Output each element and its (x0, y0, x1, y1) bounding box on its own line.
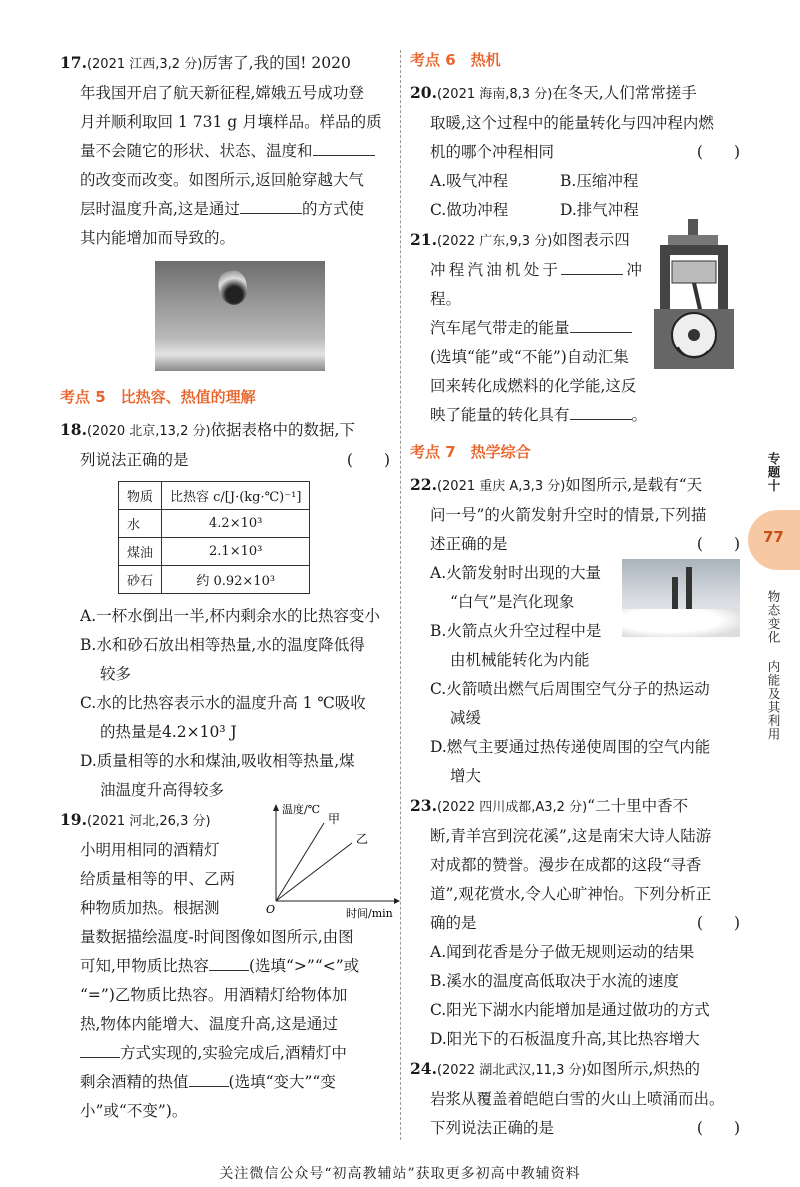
section-heading: 考点 7 热学综合 (410, 443, 531, 461)
option-a[interactable]: A.闻到花香是分子做无规则运动的结果 (430, 943, 695, 961)
answer-blank[interactable] (561, 260, 623, 275)
text-line: 依据表格中的数据,下 (210, 421, 355, 439)
option-d[interactable]: D.燃气主要通过热传递使周围的空气内能 (430, 738, 711, 756)
option-b[interactable]: B.溪水的温度高低取决于水流的速度 (430, 972, 679, 990)
graph-line-label: 甲 (328, 812, 341, 826)
text-line: 在冬天,人们常常搓手 (552, 84, 697, 102)
text-line: 年我国开启了航天新征程,嫦娥五号成功登 (80, 84, 364, 102)
text-line: 回来转化成燃料的化学能,这反 (430, 377, 637, 395)
text-line: 问一号”的火箭发射升空时的情景,下列描 (430, 506, 707, 524)
answer-blank[interactable] (80, 1043, 120, 1058)
option-b-cont: 较多 (100, 665, 132, 683)
text-line: 断,青羊宫到浣花溪”,这是南宋大诗人陆游 (430, 827, 712, 845)
text-line: (选填“能”或“不能”)自动汇集 (430, 348, 629, 366)
option-d[interactable]: D.排气冲程 (560, 201, 639, 219)
text-line: 。 (631, 406, 648, 424)
text-line: 热,物体内能增大、温度升高,这是通过 (80, 1015, 338, 1033)
text-line: 如图所示,炽热的 (586, 1060, 700, 1078)
question-source: (2022 四川成都,A3,2 分) (436, 800, 588, 815)
left-column (60, 48, 393, 1126)
text-line: (选填“变大”“变 (228, 1073, 336, 1091)
text-line: 如图所示,是载有“天 (565, 476, 703, 494)
option-c[interactable]: C.阳光下湖水内能增加是通过做功的方式 (430, 1001, 710, 1019)
engine-diagram (648, 219, 740, 369)
text-line: 如图表示四 (552, 231, 630, 249)
answer-blank[interactable] (313, 141, 375, 156)
option-c[interactable]: C.水的比热容表示水的温度升高 1 ℃吸收 (80, 694, 366, 712)
text-line: “=”)乙物质比热容。用酒精灯给物体加 (80, 986, 348, 1004)
table-row (119, 566, 310, 594)
text-line: 机的哪个冲程相同 (430, 143, 555, 161)
question-number: 20. (410, 83, 437, 102)
text-line: (选填“>”“<”或 (248, 957, 360, 975)
question-number: 19. (60, 810, 87, 829)
option-b-cont: 由机械能转化为内能 (450, 651, 590, 669)
text-line: 冲程。 (430, 261, 642, 308)
text-line: 月并顺利取回 1 731 g 月壤样品。样品的质 (80, 113, 382, 131)
rocket-launch-photo (622, 559, 740, 637)
footer-note: 关注微信公众号“初高教辅站”获取更多初高中教辅资料 (219, 1166, 581, 1182)
option-c-cont: 减缓 (450, 709, 482, 727)
text-line: 其内能增加而导致的。 (80, 229, 236, 247)
table-cell: 4.2×10³ (162, 510, 310, 538)
answer-blank[interactable] (189, 1072, 229, 1087)
text-line: 岩浆从覆盖着皑皑白雪的火山上喷涌而出。 (430, 1090, 725, 1108)
text-line: 可知,甲物质比热容 (80, 957, 209, 975)
question-source: (2021 海南,8,3 分) (436, 87, 553, 102)
question-21 (410, 225, 740, 430)
answer-paren[interactable]: ( ) (346, 451, 390, 469)
text-line: 层时温度升高,这是通过 (80, 200, 240, 218)
option-d-cont: 油温度升高得较多 (100, 781, 225, 799)
text-line: 确的是 (430, 914, 477, 932)
answer-paren[interactable]: ( ) (696, 535, 740, 553)
question-source: (2021 重庆 A,3,3 分) (436, 479, 566, 494)
text-line: 的方式使 (301, 200, 364, 218)
text-line: 剩余酒精的热值 (80, 1073, 189, 1091)
text-line: 种物质加热。根据测 (80, 899, 220, 917)
answer-blank[interactable] (240, 199, 302, 214)
answer-paren[interactable]: ( ) (696, 143, 740, 161)
option-d[interactable]: D.质量相等的水和煤油,吸收相等热量,煤 (80, 752, 355, 770)
text-line: 冲程汽油机处于 (430, 261, 562, 279)
text-line: 小”或“不变”)。 (80, 1102, 188, 1120)
option-b[interactable]: B.火箭点火升空过程中是 (430, 622, 602, 640)
text-line: 量数据描绘温度-时间图像如图所示,由图 (80, 928, 354, 946)
table-row (119, 510, 310, 538)
column-divider (400, 50, 401, 1140)
table-cell: 砂石 (119, 566, 162, 594)
section-heading: 考点 5 比热容、热值的理解 (60, 388, 256, 406)
text-line: 汽车尾气带走的能量 (430, 319, 570, 337)
table-cell: 煤油 (119, 538, 162, 566)
option-a-cont: “白气”是汽化现象 (450, 593, 575, 611)
table-cell: 约 0.92×10³ (162, 566, 310, 594)
question-20 (410, 78, 740, 225)
text-line: 列说法正确的是 (80, 451, 189, 469)
question-24 (410, 1054, 740, 1143)
text-line: 映了能量的转化具有 (430, 406, 570, 424)
answer-blank[interactable] (570, 405, 632, 420)
question-18 (60, 415, 390, 805)
text-line: 量不会随它的形状、状态、温度和 (80, 142, 313, 160)
text-line: 厉害了,我的国! 2020 (202, 54, 351, 72)
text-line: 小明用相同的酒精灯 (80, 841, 220, 859)
graph-origin: O (266, 903, 276, 916)
text-line: “二十里中香不 (587, 797, 689, 815)
graph-ylabel: 温度/℃ (282, 803, 321, 816)
option-a[interactable]: A.火箭发射时出现的大量 (430, 564, 602, 582)
text-line: 述正确的是 (430, 535, 508, 553)
question-23 (410, 791, 740, 1054)
table-header-row (119, 482, 310, 510)
chapter-subtitle: 内能及其利用 (766, 660, 781, 741)
smoke-cloud-shape (622, 609, 740, 637)
right-column (410, 48, 740, 1143)
option-a[interactable]: A.吸气冲程 (430, 172, 509, 190)
text-line: 道”,观花赏水,令人心旷神怡。下列分析正 (430, 885, 712, 903)
option-b[interactable]: B.压缩冲程 (560, 172, 639, 190)
question-19 (60, 803, 393, 1126)
option-b[interactable]: B.水和砂石放出相等热量,水的温度降低得 (80, 636, 365, 654)
table-row (119, 538, 310, 566)
text-line: 方式实现的,实验完成后,酒精灯中 (120, 1044, 347, 1062)
capsule-shape (216, 269, 249, 307)
answer-blank[interactable] (570, 318, 632, 333)
return-capsule-photo (155, 261, 325, 371)
text-line: 的改变而改变。如图所示,返回舱穿越大气 (80, 171, 364, 189)
table-cell: 2.1×10³ (162, 538, 310, 566)
section-heading: 考点 6 热机 (410, 51, 501, 69)
option-c[interactable]: C.做功冲程 (430, 201, 509, 219)
topic-label: 专题十 (766, 452, 781, 493)
chapter-title: 物态变化 (766, 590, 781, 644)
question-number: 23. (410, 796, 437, 815)
question-number: 22. (410, 475, 437, 494)
question-source: (2020 北京,13,2 分) (86, 424, 211, 439)
option-d-cont: 增大 (450, 767, 482, 785)
table-cell: 水 (119, 510, 162, 538)
text-line: 下列说法正确的是 (430, 1119, 555, 1137)
answer-blank[interactable] (209, 956, 249, 971)
rocket-shape (686, 567, 692, 615)
answer-paren[interactable]: ( ) (696, 1119, 740, 1137)
temperature-time-graph (264, 801, 404, 919)
question-source: (2022 湖北武汉,11,3 分) (436, 1063, 587, 1078)
option-d[interactable]: D.阳光下的石板温度升高,其比热容增大 (430, 1030, 700, 1048)
question-number: 18. (60, 420, 87, 439)
question-number: 24. (410, 1059, 437, 1078)
question-source: (2022 广东,9,3 分) (436, 234, 553, 249)
text-line: 对成都的赞誉。漫步在成都的这段“寻香 (430, 856, 702, 874)
graph-line-label: 乙 (356, 832, 369, 846)
page-number: 77 (763, 528, 784, 546)
question-source: (2021 江西,3,2 分) (86, 57, 203, 72)
table-header: 比热容 c/[J·(kg·℃)⁻¹] (162, 482, 310, 510)
specific-heat-table (118, 481, 310, 594)
option-a[interactable]: A.一杯水倒出一半,杯内剩余水的比热容变小 (80, 607, 381, 625)
answer-paren[interactable]: ( ) (696, 914, 740, 932)
question-22 (410, 470, 740, 791)
text-line: 给质量相等的甲、乙两 (80, 870, 236, 888)
option-c-cont: 的热量是4.2×10³ J (100, 723, 237, 741)
option-c[interactable]: C.火箭喷出燃气后周围空气分子的热运动 (430, 680, 710, 698)
table-header: 物质 (119, 482, 162, 510)
text-line: 取暖,这个过程中的能量转化与四冲程内燃 (430, 114, 714, 132)
question-number: 21. (410, 230, 437, 249)
question-source: (2021 河北,26,3 分) (86, 814, 211, 829)
question-number: 17. (60, 53, 87, 72)
question-17 (60, 48, 390, 371)
graph-xlabel: 时间/min (346, 907, 393, 919)
